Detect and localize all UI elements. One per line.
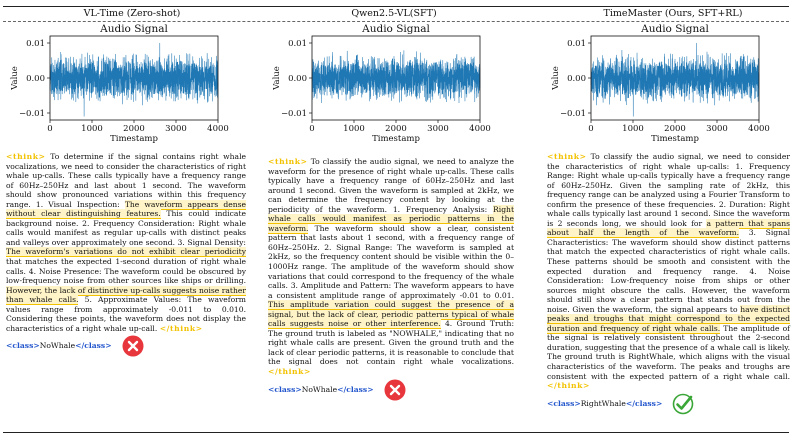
y-tick-label: 0.01 xyxy=(567,39,586,49)
y-tick-label: −0.01 xyxy=(559,109,586,119)
x-tick-label: 0 xyxy=(588,124,594,134)
chart-title: Audio Signal xyxy=(362,24,430,35)
highlighted-reasoning: a pattern that spans about half the length of the waveform. xyxy=(547,218,791,238)
x-tick-label: 1000 xyxy=(81,124,103,134)
reasoning-segment: The amplitude of the signal is relatively consistent throughout the 2-second duration, suggesting that the presence of a whale call is likely. The ground truth is RightWhale, which aligns with the visual characteristics of the waveform. The peaks and troughs are consistent with the expected pattern of a right whale call. xyxy=(547,323,790,381)
class-open-tag: <class> xyxy=(6,341,40,351)
y-tick-label: −0.01 xyxy=(280,109,307,119)
waveform-line xyxy=(312,50,480,103)
x-axis-label: Timestamp xyxy=(372,134,420,144)
column-title: Qwen2.5-VL(SFT) xyxy=(351,8,437,19)
class-open-tag: <class> xyxy=(268,384,302,394)
x-tick-label: 2000 xyxy=(385,124,407,134)
y-axis-label: Value xyxy=(272,66,282,90)
class-open-tag: <class> xyxy=(547,398,581,408)
think-tag: <think> xyxy=(6,152,46,161)
think-tag: </think> xyxy=(547,381,590,391)
x-tick-label: 1000 xyxy=(622,124,644,134)
header-rule xyxy=(3,21,789,22)
x-tick-label: 2000 xyxy=(123,124,145,134)
chart-svg xyxy=(547,24,792,144)
x-tick-label: 4000 xyxy=(207,124,229,134)
bottom-rule xyxy=(3,432,789,433)
reasoning-segment: To classify the audio signal, we need to consider the characteristics of right whale up-calls: 1. Frequency Range: Right whale up-calls typically have a frequency range of 60Hz–250Hz. Given the sampling rate of 2kHz, this frequency range can be analyzed using a Fourier Transform to confirm the presence of these frequencies. 2. Duration: Right whale calls typically last around 1 second. Since the waveform is 2 seconds long, we should look for xyxy=(547,152,790,228)
chart-svg xyxy=(6,24,258,144)
class-answer-row xyxy=(547,393,790,415)
y-tick-label: 0.00 xyxy=(26,74,45,84)
reasoning-text xyxy=(547,152,790,415)
class-close-tag: </class> xyxy=(337,384,374,394)
y-tick-label: 0.00 xyxy=(288,74,307,84)
think-tag: </think> xyxy=(159,323,203,333)
top-rule xyxy=(3,6,789,7)
x-tick-label: 3000 xyxy=(706,124,728,134)
check-icon xyxy=(672,393,694,415)
x-axis-label: Timestamp xyxy=(110,134,158,144)
x-tick-label: 4000 xyxy=(469,124,491,134)
class-close-tag: </class> xyxy=(75,341,112,351)
x-tick-label: 0 xyxy=(47,124,53,134)
think-tag: <think> xyxy=(547,152,587,161)
reasoning-segment: 3. Signal Characteristics: The waveform should show distinct patterns that match the expected characteristics of right whale calls. These patterns should be smooth and consistent with the expected duration and frequency range. 4. Noise Consideration: Low-frequency noise from ships or other sources might obscure the calls. However, the waveform should still show a clear pattern that stands out from the noise. Given the waveform, the signal appears to xyxy=(547,228,790,314)
audio-signal-chart xyxy=(6,24,258,144)
reasoning-segment: The waveform should show a clear, consistent pattern that lasts about 1 second, with a frequency range of 60Hz–250Hz. 2. Signal Range: The waveform is sampled at 2kHz, so the frequency content should be visible within the 0–1000Hz range. The amplitude of the waveform should show variations that could correspond to the frequency of the whale calls. 3. Amplitude and Pattern: The waveform appears to have a consistent amplitude range of approximately -0.01 to 0.01. xyxy=(268,223,514,300)
x-tick-label: 4000 xyxy=(748,124,770,134)
x-axis-label: Timestamp xyxy=(651,134,699,144)
chart-title: Audio Signal xyxy=(641,24,709,35)
x-tick-label: 3000 xyxy=(165,124,187,134)
think-tag: </think> xyxy=(268,367,311,377)
highlighted-reasoning: However, the lack of distinctive up-calls suggests noise rather than whale calls. xyxy=(6,285,246,305)
y-tick-label: 0.01 xyxy=(26,39,45,49)
reasoning-segment: that matches the expected 1-second duration of right whale calls. 4. Noise Presence: The waveform could be obscured by low-frequency noise from other sources like ships or drilling. xyxy=(6,257,246,286)
reasoning-segment: 5. Approximate Values: The waveform values range from approximately -0.011 to 0.010. Considering these points, the waveform does not display the characteristics of a right whale up-call. xyxy=(6,295,246,333)
class-answer-row xyxy=(268,379,514,401)
y-axis-label: Value xyxy=(10,66,20,90)
column-title: TimeMaster (Ours, SFT+RL) xyxy=(603,8,743,19)
audio-signal-chart xyxy=(547,24,792,144)
reasoning-segment: To determine if the signal contains right whale vocalizations, we need to consider the characteristics of right whale up-calls. These calls typically have a frequency range of 60Hz–250Hz and last about 1 second. The waveform should show pronounced variations within this frequency range. 1. Visual Inspection: xyxy=(6,152,246,209)
check-icon-mark xyxy=(678,397,692,409)
reasoning-segment: To classify the audio signal, we need to analyze the waveform for the presence of right whale up-calls. These calls typically have a frequency range of 60Hz–250Hz and last around 1 second. Given the waveform is sampled at 2kHz, we can determine the frequency content by looking at the periodicity of the waveform. 1. Frequency Analysis: xyxy=(268,157,514,214)
y-tick-label: 0.01 xyxy=(288,39,307,49)
y-tick-label: 0.00 xyxy=(567,74,586,84)
chart-title: Audio Signal xyxy=(100,24,168,35)
class-answer: NoWhale xyxy=(301,384,338,394)
reasoning-text xyxy=(6,152,246,357)
chart-svg xyxy=(268,24,520,144)
reasoning-text xyxy=(268,157,514,401)
class-close-tag: </class> xyxy=(625,398,663,408)
y-axis-label: Value xyxy=(551,66,561,90)
y-tick-label: −0.01 xyxy=(18,109,45,119)
waveform-line xyxy=(50,43,218,117)
x-tick-label: 3000 xyxy=(427,124,449,134)
highlighted-reasoning: This amplitude variation could suggest the presence of a signal, but the lack of clear, periodic patterns typical of whale calls suggests noise or other interference. xyxy=(268,300,514,329)
reasoning-segment: This could indicate background noise. 2. Frequency Consideration: Right whale calls would manifest as regular up-calls with distinct peaks and valleys over approximately one second. 3. Signal Density: xyxy=(6,209,246,247)
highlighted-reasoning: The waveform's variations do not exhibit clear periodicity xyxy=(6,247,246,257)
cross-icon xyxy=(384,379,406,401)
highlighted-reasoning: have distinct peaks and troughs that might correspond to the expected duration and frequency of right whale calls. xyxy=(547,304,790,333)
think-tag: <think> xyxy=(268,157,308,166)
highlighted-reasoning: Right whale calls would manifest as periodic patterns in the waveform. xyxy=(268,204,514,233)
column-title: VL-Time (Zero-shot) xyxy=(83,8,181,19)
cross-icon xyxy=(122,335,144,357)
waveform-line xyxy=(591,43,759,117)
class-answer: RightWhale xyxy=(580,398,626,408)
x-tick-label: 0 xyxy=(309,124,315,134)
class-answer: NoWhale xyxy=(39,341,76,351)
x-tick-label: 1000 xyxy=(343,124,365,134)
x-tick-label: 2000 xyxy=(664,124,686,134)
highlighted-reasoning: The waveform appears dense without clear distinguishing features. xyxy=(6,199,246,219)
reasoning-segment: 4. Ground Truth: The ground truth is labeled as "NOWHALE," indicating that no right whale calls are present. Given the ground truth and the lack of clear periodic patterns, it is reasonable to conclude that the signal does not contain right whale vocalizations. xyxy=(268,319,514,367)
class-answer-row xyxy=(6,335,246,357)
audio-signal-chart xyxy=(268,24,520,144)
